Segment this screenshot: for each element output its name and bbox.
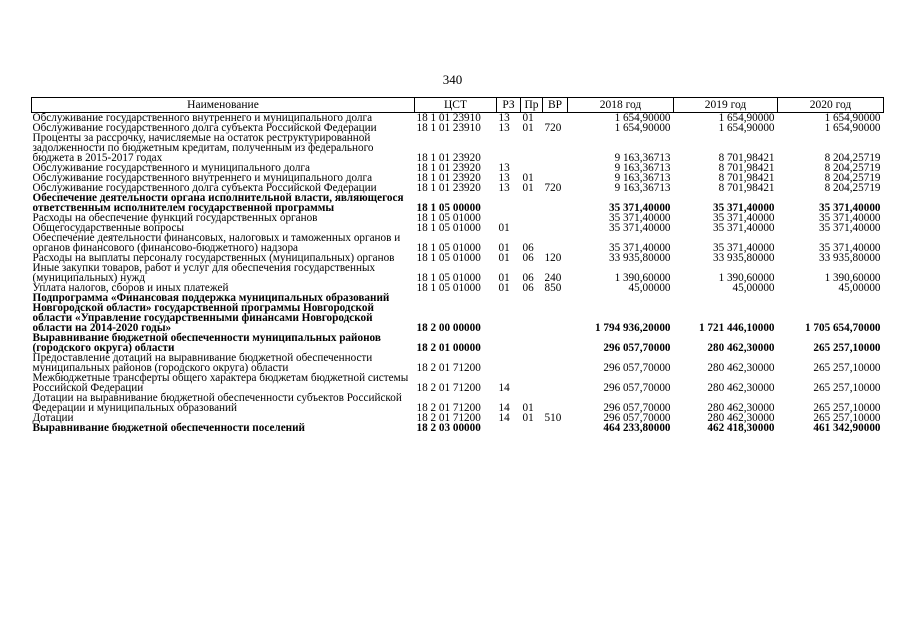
row-cst: 18 1 05 01000 [416,222,481,234]
budget-table [31,97,884,433]
row-cst: 18 1 01 23910 [416,112,481,124]
row-name: Обслуживание государственного внутреннего и муниципального долга [32,112,373,124]
row-value-2019: 35 371,40000 [712,202,775,214]
row-value-2019: 1 654,90000 [718,112,775,124]
row-name: Обслуживание государственного долга субъекта Российской Федерации [32,182,377,194]
row-pr [521,353,543,373]
row-name: Общегосударственные вопросы [32,222,185,234]
row-name: Расходы на выплаты персоналу государственных (муниципальных) органов [32,252,395,264]
row-vr: 120 [544,252,562,264]
row-value-2020: 8 204,25719 [824,162,881,174]
row-cst: 18 1 05 01000 [416,272,481,284]
row-rz: 01 [498,272,510,284]
row-value-2018: 35 371,40000 [608,212,671,224]
table-body [32,113,884,434]
row-name: Дотации [32,412,74,424]
row-name: Обслуживание государственного долга субъекта Российской Федерации [32,122,377,134]
row-name: Подпрограмма «Финансовая поддержка муниципальных образований Новгородской области» государственной программы Новгородской области «Управление государственными финансами Новгородской области на 2014-2020 годы» [32,292,390,334]
row-value-2020: 8 204,25719 [824,152,881,164]
row-value-2020: 265 257,10000 [813,362,881,374]
row-vr [543,223,568,233]
row-value-2019: 280 462,30000 [707,362,775,374]
row-value-2018: 296 057,70000 [603,412,671,424]
row-value-2018: 1 794 936,20000 [594,322,671,334]
row-pr: 01 [522,112,534,124]
row-pr [521,333,543,353]
table-row [32,193,884,213]
row-value-2018: 1 390,60000 [614,272,671,284]
row-value-2018: 9 163,36713 [614,152,671,164]
row-value-2020: 45,00000 [838,282,881,294]
row-cst: 18 1 01 23910 [416,122,481,134]
header-rz: РЗ [497,98,521,113]
row-value-2020: 1 705 654,70000 [804,322,881,334]
row-value-2018: 1 654,90000 [614,122,671,134]
row-cst: 18 1 05 01000 [416,212,481,224]
row-value-2018: 9 163,36713 [614,172,671,184]
row-vr: 720 [544,122,562,134]
row-rz: 14 [498,412,510,424]
row-pr [521,293,543,333]
row-pr: 01 [522,402,534,414]
row-rz [497,193,521,213]
header-2018: 2018 год [568,98,674,113]
row-name: Проценты за рассрочку, начисляемые на остаток реструктурированной задолженности по бюджетным кредитам, полученным из федерального бюджета в 2015-2017 годах [32,132,374,164]
row-vr [543,133,568,163]
row-pr: 01 [522,412,534,424]
row-name: Выравнивание бюджетной обеспеченности поселений [32,422,305,434]
row-value-2019: 8 701,98421 [718,182,775,194]
row-value-2020: 1 390,60000 [824,272,881,284]
row-name: Выравнивание бюджетной обеспеченности муниципальных районов (городского округа) области [32,332,381,354]
row-pr: 06 [522,272,534,284]
row-rz: 13 [498,172,510,184]
row-rz [497,353,521,373]
row-value-2018: 33 935,80000 [608,252,671,264]
row-rz [497,333,521,353]
row-vr [543,163,568,173]
row-rz: 13 [498,182,510,194]
row-rz: 01 [498,282,510,294]
row-value-2019: 8 701,98421 [718,162,775,174]
row-value-2019: 1 390,60000 [718,272,775,284]
row-value-2018: 464 233,80000 [603,422,671,434]
row-value-2018: 35 371,40000 [608,242,671,254]
row-value-2020: 265 257,10000 [813,382,881,394]
row-rz: 01 [498,222,510,234]
row-value-2018: 45,00000 [628,282,671,294]
row-name: Уплата налогов, сборов и иных платежей [32,282,229,294]
row-name: Расходы на обеспечение функций государственных органов [32,212,318,224]
row-pr [521,193,543,213]
row-value-2020: 35 371,40000 [818,202,881,214]
row-value-2018: 9 163,36713 [614,162,671,174]
row-value-2019: 1 654,90000 [718,122,775,134]
row-vr [543,293,568,333]
row-value-2018: 296 057,70000 [603,382,671,394]
row-pr: 06 [522,282,534,294]
table-row [32,373,884,393]
row-vr: 240 [544,272,562,284]
header-2020: 2020 год [778,98,884,113]
row-rz: 14 [498,382,510,394]
row-pr: 01 [522,182,534,194]
row-name: Обеспечение деятельности органа исполнительной власти, являющегося ответственным исполнителем государственной программы [32,192,404,214]
row-vr [543,233,568,253]
table-row [32,333,884,353]
row-pr [521,133,543,163]
row-cst: 18 2 01 71200 [416,412,481,424]
row-rz: 13 [498,162,510,174]
row-value-2018: 1 654,90000 [614,112,671,124]
row-cst: 18 2 03 00000 [416,422,481,434]
row-value-2020: 265 257,10000 [813,412,881,424]
row-value-2018: 35 371,40000 [608,202,671,214]
row-rz: 14 [498,402,510,414]
row-rz: 13 [498,122,510,134]
row-vr [543,353,568,373]
row-value-2020: 35 371,40000 [818,222,881,234]
row-value-2019: 35 371,40000 [712,212,775,224]
row-name: Межбюджетные трансферты общего характера бюджетам бюджетной системы Российской Федерации [32,372,409,394]
row-value-2020: 265 257,10000 [813,342,881,354]
row-value-2018: 296 057,70000 [603,362,671,374]
row-value-2020: 1 654,90000 [824,112,881,124]
row-cst: 18 1 01 23920 [416,172,481,184]
row-cst: 18 1 05 00000 [416,202,481,214]
row-name: Обслуживание государственного и муниципального долга [32,162,310,174]
row-pr: 06 [522,252,534,264]
row-cst: 18 2 01 71200 [416,382,481,394]
row-value-2020: 35 371,40000 [818,242,881,254]
row-cst: 18 1 01 23920 [416,162,481,174]
row-pr [521,423,543,433]
row-rz [497,133,521,163]
row-vr [543,213,568,223]
row-value-2020: 33 935,80000 [818,252,881,264]
table-row [32,233,884,253]
table-row [32,133,884,163]
row-value-2019: 462 418,30000 [707,422,775,434]
row-rz: 13 [498,112,510,124]
row-value-2019: 280 462,30000 [707,402,775,414]
row-value-2020: 265 257,10000 [813,402,881,414]
row-name: Предоставление дотаций на выравнивание бюджетной обеспеченности муниципальных районов (городского округа) области [32,352,373,374]
row-vr [543,423,568,433]
row-name: Обеспечение деятельности финансовых, налоговых и таможенных органов и органов финансового (финансово-бюджетного) надзора [32,232,401,254]
row-name: Дотации на выравнивание бюджетной обеспеченности субъектов Российской Федерации и муниципальных образований [32,392,402,414]
row-cst: 18 2 01 71200 [416,362,481,374]
row-cst: 18 1 05 01000 [416,242,481,254]
row-value-2019: 33 935,80000 [712,252,775,264]
row-vr [543,333,568,353]
table-header [32,98,884,113]
row-cst: 18 1 01 23920 [416,152,481,164]
row-cst: 18 1 05 01000 [416,252,481,264]
row-pr [521,223,543,233]
header-cst: ЦСТ [415,98,497,113]
row-cst: 18 1 05 01000 [416,282,481,294]
row-value-2020: 8 204,25719 [824,172,881,184]
row-value-2019: 280 462,30000 [707,412,775,424]
row-value-2018: 35 371,40000 [608,222,671,234]
row-value-2019: 8 701,98421 [718,152,775,164]
row-rz [497,423,521,433]
row-name: Обслуживание государственного внутреннего и муниципального долга [32,172,373,184]
table-row [32,423,884,433]
row-pr: 06 [522,242,534,254]
table-row [32,393,884,413]
row-value-2020: 461 342,90000 [813,422,881,434]
row-value-2020: 1 654,90000 [824,122,881,134]
row-rz [497,293,521,333]
row-pr: 01 [522,172,534,184]
table-row [32,293,884,333]
row-value-2019: 280 462,30000 [707,342,775,354]
row-pr: 01 [522,122,534,134]
header-name: Наименование [32,98,415,113]
row-cst: 18 2 01 00000 [416,342,481,354]
row-vr [543,393,568,413]
header-pr: Пр [521,98,543,113]
row-vr [543,373,568,393]
row-vr: 850 [544,282,562,294]
row-cst: 18 2 00 00000 [416,322,481,334]
row-value-2019: 35 371,40000 [712,242,775,254]
row-vr [543,193,568,213]
row-name: Иные закупки товаров, работ и услуг для обеспечения государственных (муниципальных) нужд [32,262,376,284]
row-value-2018: 296 057,70000 [603,342,671,354]
header-vr: ВР [543,98,568,113]
row-pr [521,213,543,223]
row-vr: 510 [544,412,562,424]
row-value-2019: 35 371,40000 [712,222,775,234]
row-cst: 18 1 01 23920 [416,182,481,194]
row-value-2020: 8 204,25719 [824,182,881,194]
row-value-2018: 9 163,36713 [614,182,671,194]
page-number: 340 [442,72,463,87]
table-row [32,353,884,373]
row-pr [521,373,543,393]
header-2019: 2019 год [674,98,778,113]
row-vr: 720 [544,182,562,194]
row-cst: 18 2 01 71200 [416,402,481,414]
row-value-2019: 8 701,98421 [718,172,775,184]
row-value-2019: 280 462,30000 [707,382,775,394]
row-value-2019: 45,00000 [732,282,775,294]
row-value-2019: 1 721 446,10000 [698,322,775,334]
row-rz: 01 [498,242,510,254]
row-rz: 01 [498,252,510,264]
row-value-2018: 296 057,70000 [603,402,671,414]
table-row [32,263,884,283]
row-value-2020: 35 371,40000 [818,212,881,224]
